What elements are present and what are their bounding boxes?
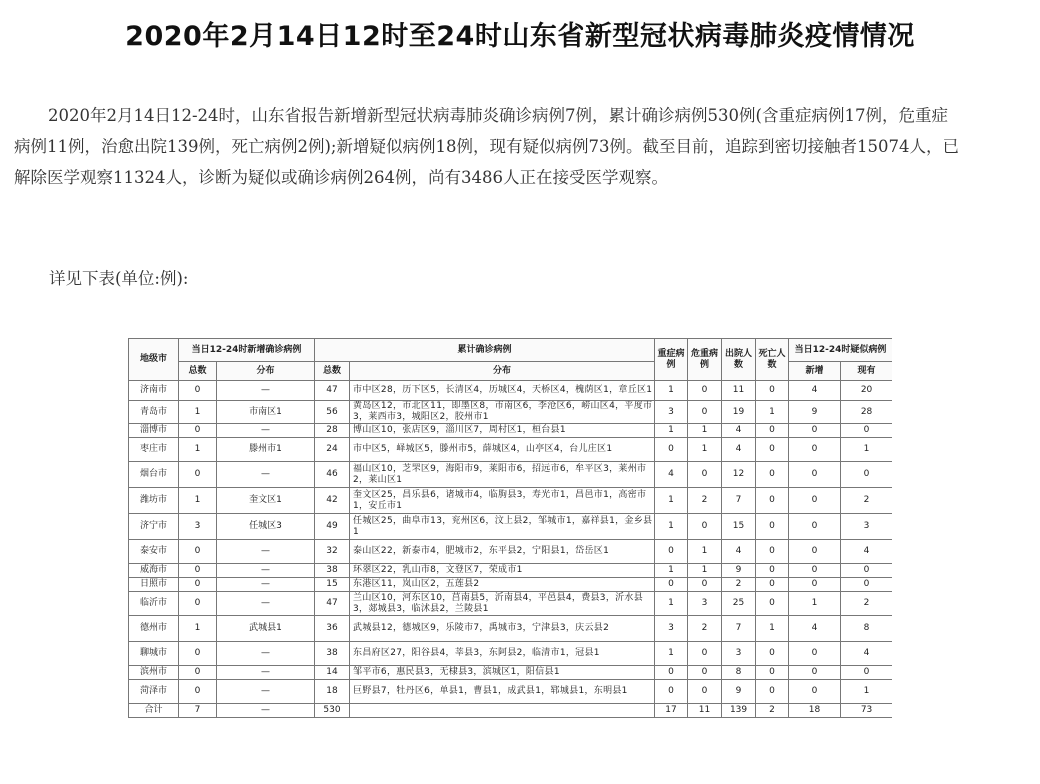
cell-suspect-new: 1	[789, 592, 841, 616]
cell-discharged: 12	[722, 462, 756, 488]
cell-new-distribution: —	[217, 578, 315, 592]
header-discharged: 出院人数	[722, 339, 756, 381]
cell-new-distribution: —	[217, 381, 315, 401]
cell-deaths: 0	[756, 680, 789, 704]
cell-critical: 1	[688, 438, 722, 462]
cell-cumulative: 36	[315, 616, 350, 642]
cell-city: 济南市	[129, 381, 179, 401]
cell-suspect-current: 28	[841, 401, 892, 424]
cell-city: 淄博市	[129, 424, 179, 438]
cell-city: 济宁市	[129, 514, 179, 540]
cell-new-distribution: —	[217, 666, 315, 680]
cell-suspect-new: 0	[789, 578, 841, 592]
cell-city: 聊城市	[129, 642, 179, 666]
cell-new: 0	[179, 462, 217, 488]
cell-suspect-new: 0	[789, 666, 841, 680]
cell-city: 烟台市	[129, 462, 179, 488]
cell-discharged: 7	[722, 616, 756, 642]
cell-city: 泰安市	[129, 540, 179, 564]
header-suspect-new: 新增	[789, 362, 841, 381]
cell-critical: 1	[688, 424, 722, 438]
cell-deaths: 0	[756, 462, 789, 488]
cell-suspect-new: 9	[789, 401, 841, 424]
cell-cumulative: 28	[315, 424, 350, 438]
cell-severe: 0	[655, 438, 688, 462]
cell-suspect-new: 0	[789, 540, 841, 564]
cell-discharged: 25	[722, 592, 756, 616]
table-row	[129, 578, 893, 592]
cell-suspect-current: 4	[841, 540, 892, 564]
page-title: 2020年2月14日12时至24时山东省新型冠状病毒肺炎疫情情况	[125, 21, 915, 52]
cell-suspect-new: 0	[789, 462, 841, 488]
table-row	[129, 514, 893, 540]
cell-city: 枣庄市	[129, 438, 179, 462]
cell-city: 日照市	[129, 578, 179, 592]
cell-severe: 0	[655, 666, 688, 680]
cell-city: 德州市	[129, 616, 179, 642]
cell-critical: 0	[688, 642, 722, 666]
cell-new: 7	[179, 704, 217, 718]
cell-cumulative: 47	[315, 381, 350, 401]
cell-cumulative: 42	[315, 488, 350, 514]
cell-cumulative-distribution: 巨野县7，牡丹区6，单县1，曹县1，成武县1，郓城县1，东明县1	[350, 680, 655, 704]
cell-suspect-current: 0	[841, 666, 892, 680]
cell-suspect-new: 0	[789, 514, 841, 540]
cell-new: 1	[179, 438, 217, 462]
cell-new: 1	[179, 616, 217, 642]
cell-suspect-current: 1	[841, 680, 892, 704]
cell-deaths: 0	[756, 438, 789, 462]
cell-severe: 0	[655, 540, 688, 564]
table-row	[129, 592, 893, 616]
cell-new: 0	[179, 424, 217, 438]
table-row	[129, 438, 893, 462]
cell-new-distribution: 任城区3	[217, 514, 315, 540]
cell-critical: 0	[688, 462, 722, 488]
cell-new-distribution: —	[217, 592, 315, 616]
cell-new-distribution: —	[217, 462, 315, 488]
cell-deaths: 0	[756, 424, 789, 438]
cell-critical: 0	[688, 666, 722, 680]
cell-new: 1	[179, 401, 217, 424]
header-cumulative-distribution: 分布	[350, 362, 655, 381]
cell-cumulative-distribution: 任城区25，曲阜市13，兖州区6，汶上县2，邹城市1，嘉祥县1，金乡县1	[350, 514, 655, 540]
cell-severe: 1	[655, 592, 688, 616]
table-row	[129, 462, 893, 488]
table-row	[129, 642, 893, 666]
cell-cumulative-distribution: 邹平市6，惠民县3，无棣县3，滨城区1，阳信县1	[350, 666, 655, 680]
header-critical: 危重病例	[688, 339, 722, 381]
cell-new-distribution: —	[217, 642, 315, 666]
header-deaths: 死亡人数	[756, 339, 789, 381]
cell-city: 滨州市	[129, 666, 179, 680]
cell-cumulative: 38	[315, 564, 350, 578]
cell-cumulative: 56	[315, 401, 350, 424]
cell-suspect-new: 4	[789, 616, 841, 642]
cell-discharged: 4	[722, 540, 756, 564]
cell-cumulative: 14	[315, 666, 350, 680]
cell-critical: 2	[688, 488, 722, 514]
cell-cumulative-distribution: 泰山区22，新泰市4，肥城市2，东平县2，宁阳县1，岱岳区1	[350, 540, 655, 564]
cell-discharged: 7	[722, 488, 756, 514]
cell-critical: 3	[688, 592, 722, 616]
cell-severe: 1	[655, 564, 688, 578]
cell-new: 0	[179, 564, 217, 578]
cell-severe: 17	[655, 704, 688, 718]
epidemic-table-image	[128, 338, 892, 750]
cell-deaths: 0	[756, 642, 789, 666]
cell-severe: 4	[655, 462, 688, 488]
cell-suspect-current: 3	[841, 514, 892, 540]
cell-deaths: 0	[756, 666, 789, 680]
cell-cumulative-distribution: 东港区11，岚山区2，五莲县2	[350, 578, 655, 592]
cell-city: 临沂市	[129, 592, 179, 616]
cell-deaths: 1	[756, 401, 789, 424]
cell-city: 菏泽市	[129, 680, 179, 704]
cell-new-distribution: 滕州市1	[217, 438, 315, 462]
cell-critical: 1	[688, 564, 722, 578]
cell-new-distribution: 武城县1	[217, 616, 315, 642]
cell-suspect-new: 18	[789, 704, 841, 718]
cell-suspect-new: 0	[789, 564, 841, 578]
cell-cumulative-distribution: 福山区10，芝罘区9，海阳市9，莱阳市6，招远市6，牟平区3，莱州市2，莱山区1	[350, 462, 655, 488]
cell-critical: 0	[688, 578, 722, 592]
cell-suspect-current: 0	[841, 424, 892, 438]
cell-new: 0	[179, 592, 217, 616]
header-severe: 重症病例	[655, 339, 688, 381]
cell-suspect-new: 0	[789, 642, 841, 666]
cell-cumulative: 15	[315, 578, 350, 592]
cell-deaths: 1	[756, 616, 789, 642]
table-row	[129, 381, 893, 401]
cell-cumulative: 46	[315, 462, 350, 488]
cell-new: 0	[179, 680, 217, 704]
cell-severe: 3	[655, 401, 688, 424]
cell-deaths: 0	[756, 381, 789, 401]
cell-suspect-current: 73	[841, 704, 892, 718]
cell-city: 潍坊市	[129, 488, 179, 514]
cell-critical: 0	[688, 680, 722, 704]
table-row	[129, 401, 893, 424]
table-row	[129, 680, 893, 704]
cell-deaths: 0	[756, 592, 789, 616]
epidemic-table	[128, 338, 892, 718]
cell-discharged: 8	[722, 666, 756, 680]
cell-new: 0	[179, 642, 217, 666]
cell-new-distribution: —	[217, 704, 315, 718]
cell-critical: 0	[688, 514, 722, 540]
cell-cumulative: 38	[315, 642, 350, 666]
header-new-group: 当日12-24时新增确诊病例	[179, 339, 315, 362]
cell-critical: 1	[688, 540, 722, 564]
cell-cumulative-distribution: 环翠区22，乳山市8，文登区7，荣成市1	[350, 564, 655, 578]
cell-discharged: 4	[722, 424, 756, 438]
cell-discharged: 139	[722, 704, 756, 718]
cell-cumulative: 530	[315, 704, 350, 718]
header-suspect-group: 当日12-24时疑似病例	[789, 339, 892, 362]
cell-new-distribution: —	[217, 424, 315, 438]
cell-discharged: 9	[722, 564, 756, 578]
cell-new: 0	[179, 381, 217, 401]
cell-severe: 0	[655, 680, 688, 704]
cell-new-distribution: —	[217, 564, 315, 578]
table-row	[129, 564, 893, 578]
cell-critical: 0	[688, 401, 722, 424]
cell-suspect-new: 0	[789, 488, 841, 514]
cell-severe: 0	[655, 578, 688, 592]
cell-cumulative: 47	[315, 592, 350, 616]
cell-deaths: 0	[756, 540, 789, 564]
cell-cumulative-distribution: 东昌府区27，阳谷县4，莘县3，东阿县2，临清市1，冠县1	[350, 642, 655, 666]
table-row	[129, 540, 893, 564]
cell-cumulative-distribution: 市中区5，峄城区5，滕州市5，薛城区4，山亭区4，台儿庄区1	[350, 438, 655, 462]
cell-critical: 0	[688, 381, 722, 401]
cell-suspect-current: 2	[841, 488, 892, 514]
table-row	[129, 616, 893, 642]
cell-cumulative: 18	[315, 680, 350, 704]
cell-discharged: 9	[722, 680, 756, 704]
cell-cumulative-distribution	[350, 704, 655, 718]
table-row	[129, 488, 893, 514]
cell-cumulative-distribution: 黄岛区12，市北区11，即墨区8，市南区6，李沧区6，崂山区4，平度市3，莱西市3，城阳区2，胶州市1	[350, 401, 655, 424]
cell-suspect-current: 2	[841, 592, 892, 616]
header-suspect-current: 现有	[841, 362, 892, 381]
cell-severe: 1	[655, 514, 688, 540]
cell-new: 1	[179, 488, 217, 514]
cell-severe: 1	[655, 424, 688, 438]
cell-suspect-new: 0	[789, 680, 841, 704]
cell-deaths: 0	[756, 488, 789, 514]
cell-suspect-current: 0	[841, 462, 892, 488]
cell-new-distribution: 市南区1	[217, 401, 315, 424]
cell-city: 威海市	[129, 564, 179, 578]
header-cumulative-total: 总数	[315, 362, 350, 381]
header-city: 地级市	[129, 339, 179, 381]
cell-suspect-current: 20	[841, 381, 892, 401]
cell-new: 0	[179, 540, 217, 564]
cell-discharged: 2	[722, 578, 756, 592]
cell-total-label: 合计	[129, 704, 179, 718]
cell-cumulative-distribution: 武城县12，德城区9，乐陵市7，禹城市3，宁津县3，庆云县2	[350, 616, 655, 642]
cell-suspect-new: 0	[789, 438, 841, 462]
cell-suspect-new: 0	[789, 424, 841, 438]
cell-cumulative: 24	[315, 438, 350, 462]
cell-new: 0	[179, 666, 217, 680]
summary-paragraph: 2020年2月14日12-24时，山东省报告新增新型冠状病毒肺炎确诊病例7例，累计确诊病例530例(含重症病例17例，危重症病例11例，治愈出院139例，死亡病例2例);新增疑似病例18例，现有疑似病例73例。截至目前，追踪到密切接触者15074人，已解除医学观察11324人，诊断为疑似或确诊病例264例，尚有3486人正在接受医学观察。	[14, 106, 959, 187]
cell-suspect-new: 4	[789, 381, 841, 401]
cell-critical: 11	[688, 704, 722, 718]
cell-new: 3	[179, 514, 217, 540]
header-new-total: 总数	[179, 362, 217, 381]
cell-cumulative: 32	[315, 540, 350, 564]
cell-severe: 1	[655, 488, 688, 514]
cell-new: 0	[179, 578, 217, 592]
cell-suspect-current: 0	[841, 578, 892, 592]
cell-suspect-current: 0	[841, 564, 892, 578]
cell-new-distribution: —	[217, 540, 315, 564]
cell-suspect-current: 4	[841, 642, 892, 666]
table-row	[129, 424, 893, 438]
cell-discharged: 15	[722, 514, 756, 540]
header-cumulative-group: 累计确诊病例	[315, 339, 655, 362]
cell-city: 青岛市	[129, 401, 179, 424]
cell-deaths: 0	[756, 564, 789, 578]
header-new-distribution: 分布	[217, 362, 315, 381]
detail-note: 详见下表(单位:例):	[49, 269, 189, 288]
cell-severe: 1	[655, 642, 688, 666]
cell-cumulative-distribution: 博山区10，张店区9，淄川区7，周村区1，桓台县1	[350, 424, 655, 438]
table-total-row	[129, 704, 893, 718]
cell-deaths: 0	[756, 514, 789, 540]
cell-deaths: 0	[756, 578, 789, 592]
cell-cumulative-distribution: 奎文区25，昌乐县6，诸城市4，临朐县3，寿光市1，昌邑市1，高密市1，安丘市1	[350, 488, 655, 514]
cell-new-distribution: 奎文区1	[217, 488, 315, 514]
cell-critical: 2	[688, 616, 722, 642]
cell-suspect-current: 8	[841, 616, 892, 642]
cell-severe: 3	[655, 616, 688, 642]
cell-discharged: 19	[722, 401, 756, 424]
cell-suspect-current: 1	[841, 438, 892, 462]
cell-cumulative-distribution: 兰山区10，河东区10，莒南县5，沂南县4，平邑县4，费县3，沂水县3，郯城县3，临沭县2，兰陵县1	[350, 592, 655, 616]
table-row	[129, 666, 893, 680]
cell-deaths: 2	[756, 704, 789, 718]
cell-severe: 1	[655, 381, 688, 401]
cell-new-distribution: —	[217, 680, 315, 704]
cell-discharged: 3	[722, 642, 756, 666]
cell-cumulative: 49	[315, 514, 350, 540]
cell-discharged: 4	[722, 438, 756, 462]
cell-discharged: 11	[722, 381, 756, 401]
cell-cumulative-distribution: 市中区28，历下区5，长清区4，历城区4，天桥区4，槐荫区1，章丘区1	[350, 381, 655, 401]
